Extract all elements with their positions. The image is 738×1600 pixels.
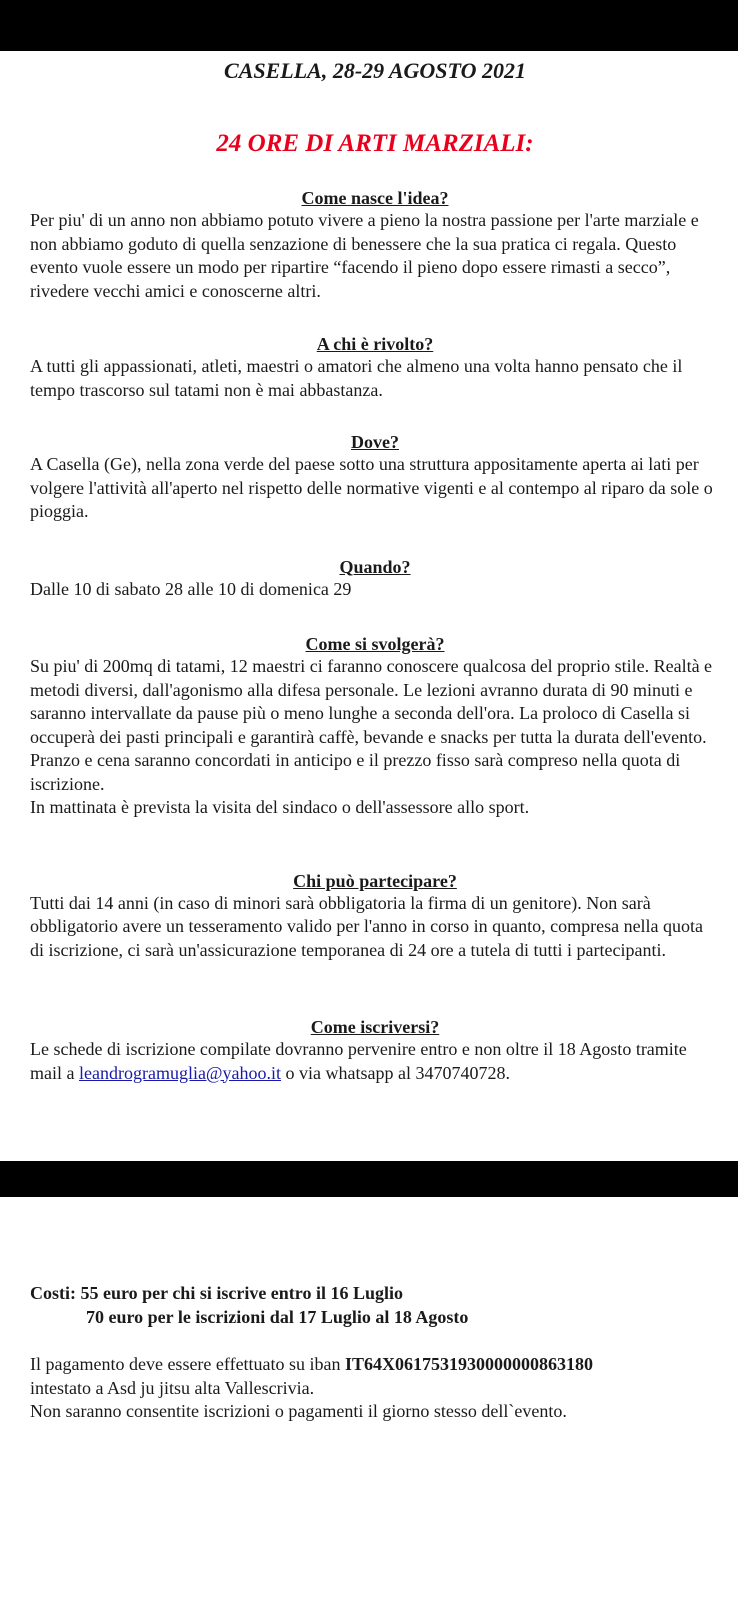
section-signup bbox=[30, 1016, 720, 1085]
payment-note: Non saranno consentite iscrizioni o pagamenti il giorno stesso dell`evento. bbox=[30, 1401, 567, 1421]
cost-line-late: 70 euro per le iscrizioni dal 17 Luglio al 18 Agosto bbox=[86, 1307, 469, 1327]
section-where bbox=[30, 431, 720, 524]
signup-text-before: Le schede di iscrizione compilate dovranno pervenire entro e non oltre il 18 Agosto tramite mail a bbox=[30, 1039, 687, 1083]
cost-line-early: Costi: 55 euro per chi si iscrive entro il 16 Luglio bbox=[30, 1283, 403, 1303]
section-text: Per piu' di un anno non abbiamo potuto vivere a pieno la nostra passione per l'arte marziale e non abbiamo goduto di quella senzazione di benessere che la sua pratica ci regala. Questo evento vuole essere un modo per ripartire “facendo il pieno dopo essere rimasti a secco”, rivedere vecchi amici e conoscerne altri. bbox=[30, 210, 699, 301]
section-text bbox=[30, 1038, 720, 1085]
section-heading: Come nasce l'idea? bbox=[301, 188, 449, 208]
payment-block bbox=[30, 1353, 720, 1424]
payment-line-iban bbox=[30, 1353, 720, 1377]
top-black-bar bbox=[0, 0, 738, 51]
section-text: A Casella (Ge), nella zona verde del paese sotto una struttura appositamente aperta ai lati per volgere l'attività all'aperto nel rispetto delle normative vigenti e al contempo al riparo da sole o pioggia. bbox=[30, 454, 713, 521]
section-text: Su piu' di 200mq di tatami, 12 maestri ci faranno conoscere qualcosa del proprio stile. Realtà e metodi diversi, dall'agonismo alla difesa personale. Le lezioni avranno durata di 90 minuti e saranno intervallate da pause più o meno lunghe a seconda dell'ora. La proloco di Casella si occuperà dei pasti principali e garantirà caffè, bevande e snacks per tutta la durata dell'evento. Pranzo e cena saranno concordati in anticipo e il prezzo fisso sarà compreso nella quota di iscrizione. bbox=[30, 656, 713, 794]
event-date: CASELLA, 28-29 AGOSTO 2021 bbox=[224, 58, 526, 83]
payment-prefix: Il pagamento deve essere effettuato su iban bbox=[30, 1354, 346, 1374]
section-when bbox=[30, 556, 720, 602]
section-heading: A chi è rivolto? bbox=[316, 334, 434, 354]
page-two bbox=[30, 1197, 720, 1424]
section-heading: Quando? bbox=[339, 556, 411, 577]
section-who bbox=[30, 870, 720, 963]
costs-block bbox=[30, 1281, 720, 1329]
event-title: 24 ORE DI ARTI MARZIALI: bbox=[216, 130, 534, 157]
section-heading: Come si svolgerà? bbox=[305, 634, 445, 654]
section-heading: Chi può partecipare? bbox=[293, 870, 457, 891]
section-text: A tutti gli appassionati, atleti, maestri o amatori che almeno una volta hanno pensato che il tempo trascorso sul tatami non è mai abbastanza. bbox=[30, 356, 683, 400]
section-text: Tutti dai 14 anni (in caso di minori sarà obbligatoria la firma di un genitore). Non sarà obbligatorio avere un tesseramento valido per l'anno in corso in quanto, compresa nella quota di iscrizione, ci sarà un'assicurazione temporanea di 24 ore a tutela di tutti i partecipanti. bbox=[30, 892, 704, 960]
page-one bbox=[30, 51, 720, 1085]
signup-text-after: o via whatsapp al 3470740728. bbox=[281, 1062, 510, 1083]
section-target bbox=[30, 333, 720, 402]
section-heading: Dove? bbox=[351, 432, 399, 452]
section-idea bbox=[30, 187, 720, 303]
email-link[interactable]: leandrogramuglia@yahoo.it bbox=[78, 1062, 282, 1083]
payment-holder: intestato a Asd ju jitsu alta Vallescrivia. bbox=[30, 1377, 315, 1398]
section-how bbox=[30, 633, 720, 820]
section-heading: Come iscriversi? bbox=[310, 1017, 440, 1037]
section-text-extra: In mattinata è prevista la visita del sindaco o dell'assessore allo sport. bbox=[30, 797, 530, 817]
page-separator-bar bbox=[0, 1161, 738, 1197]
section-text: Dalle 10 di sabato 28 alle 10 di domenica 29 bbox=[30, 578, 352, 599]
iban-code: IT64X0617531930000000863180 bbox=[345, 1354, 594, 1374]
